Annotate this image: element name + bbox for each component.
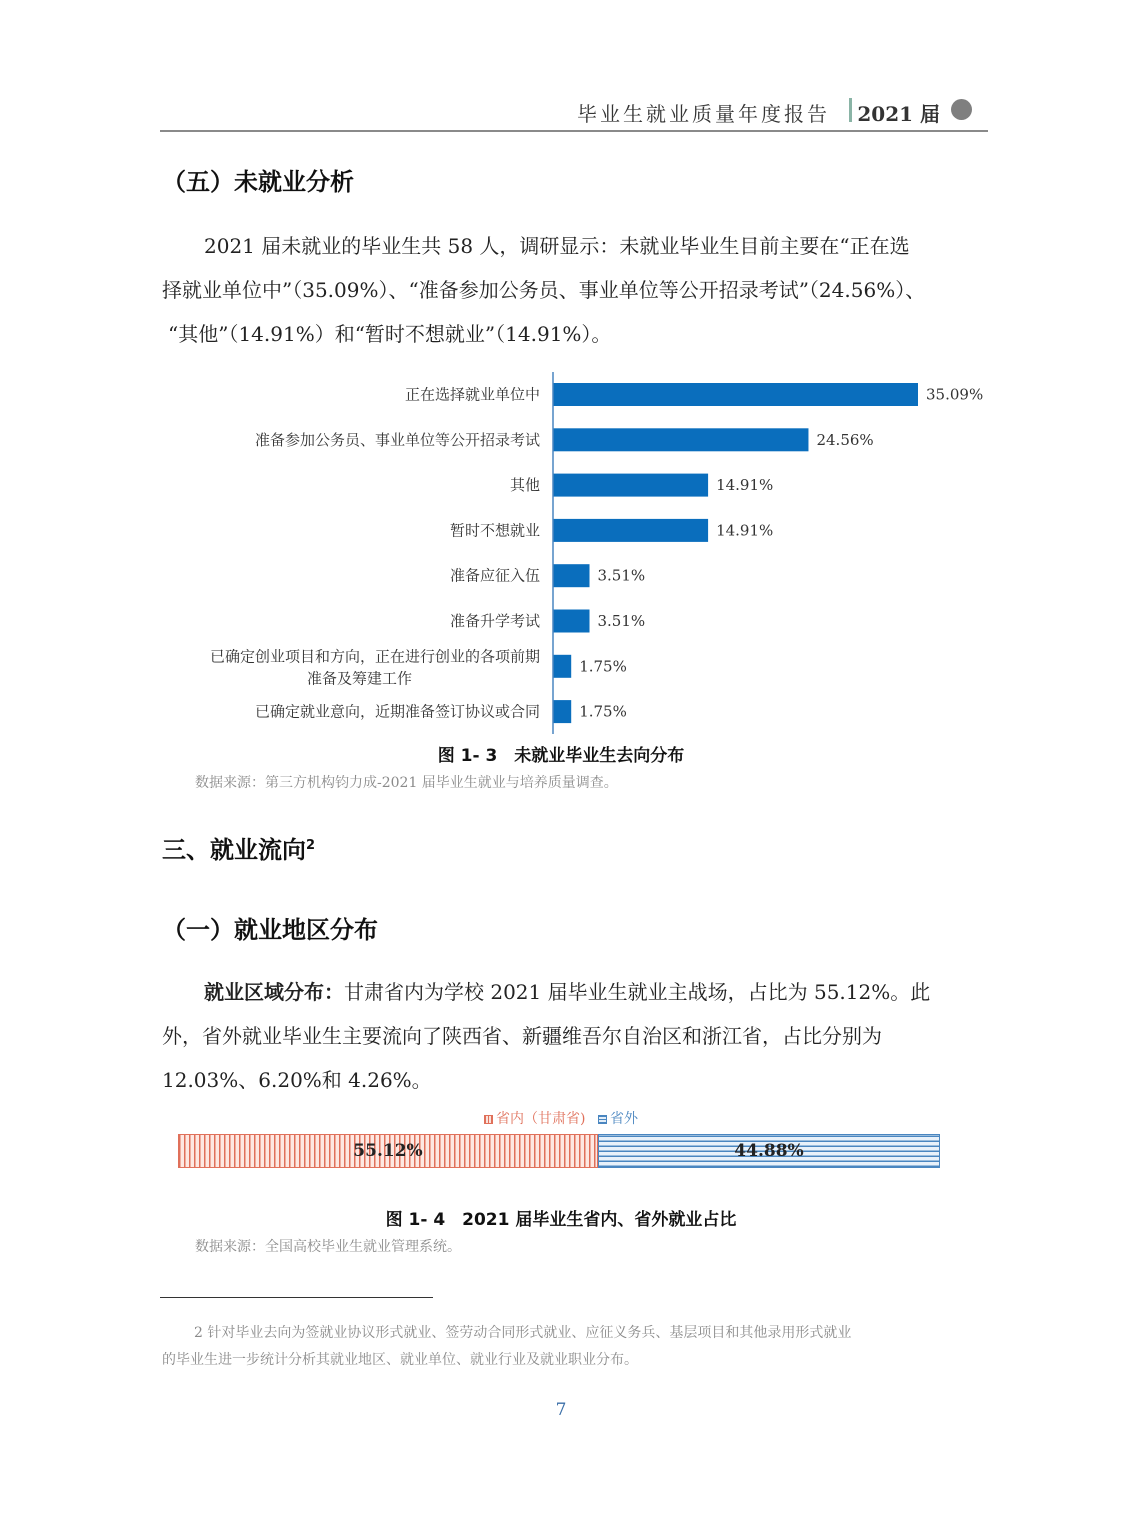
- paragraph-line: 外，省外就业毕业生主要流向了陕西省、新疆维吾尔自治区和浙江省，占比分别为: [162, 1024, 882, 1048]
- unemployment-paragraph: [162, 224, 990, 356]
- paragraph-line: 择就业单位中”（35.09%）、“准备参加公务员、事业单位等公开招录考试”（24.56%）、: [162, 278, 926, 302]
- bar-7: [553, 700, 571, 723]
- paragraph-lead: 就业区域分布：: [204, 980, 344, 1004]
- province-chart-legend: [0, 1108, 1122, 1128]
- bar-segment-in-province: 55.12%: [178, 1134, 598, 1168]
- legend-item-in-province: [484, 1108, 585, 1128]
- paragraph-line: [162, 970, 990, 1014]
- legend-label: 省内（甘肃省): [496, 1111, 586, 1127]
- figure-1-4-source: 数据来源：全国高校毕业生就业管理系统。: [195, 1239, 461, 1255]
- province-stacked-bar: [178, 1134, 940, 1168]
- legend-swatch-in: [484, 1115, 493, 1124]
- header-dot-icon: [951, 99, 972, 120]
- bar-0: [553, 383, 918, 406]
- category-label: 准备应征入伍: [449, 566, 540, 585]
- category-label: 准备参加公务员、事业单位等公开招录考试: [254, 430, 540, 449]
- bar-5: [553, 610, 590, 633]
- unemployed-destination-bar-chart: [160, 372, 1000, 734]
- bar-4: [553, 564, 590, 587]
- legend-swatch-out: [598, 1115, 607, 1124]
- bar-6: [553, 655, 571, 678]
- bar-value-label: 35.09%: [926, 385, 984, 404]
- header-separator: [849, 98, 852, 122]
- bar-3: [553, 519, 708, 542]
- bar-value-label: 14.91%: [716, 476, 774, 495]
- footnote-line: 的毕业生进一步统计分析其就业地区、就业单位、就业行业及就业职业分布。: [162, 1352, 638, 1368]
- region-paragraph: [162, 970, 990, 1102]
- bar-value-label: 1.75%: [579, 657, 627, 676]
- footnote-rule: [160, 1297, 433, 1298]
- section-heading-region: （一）就业地区分布: [162, 916, 378, 944]
- figure-1-3-caption: 图 1- 3 未就业毕业生去向分布: [437, 746, 685, 766]
- category-label: 准备升学考试: [449, 612, 540, 630]
- footnote-mark: 2: [306, 838, 316, 853]
- paragraph-text: 甘肃省内为学校 2021 届毕业生就业主战场，占比为 55.12%。此: [344, 980, 931, 1004]
- footnote-line: 2 针对毕业去向为签就业协议形式就业、签劳动合同形式就业、应征义务兵、基层项目和其他录用形式就业: [194, 1325, 852, 1341]
- bar-value-label: 24.56%: [816, 430, 874, 449]
- bar-segment-out-province: 44.88%: [598, 1134, 940, 1168]
- paragraph-line: 12.03%、6.20%和 4.26%。: [162, 1068, 432, 1092]
- legend-label: 省外: [609, 1111, 638, 1127]
- section-heading-employment-flow: [162, 830, 315, 865]
- report-year: 2021 届: [857, 102, 940, 126]
- category-label: 已确定就业意向，近期准备签订协议或合同: [254, 702, 540, 721]
- section-heading-unemployment: （五）未就业分析: [162, 168, 354, 196]
- paragraph-line: “其他”（14.91%）和“暂时不想就业”（14.91%）。: [168, 322, 612, 346]
- category-label: 正在选择就业单位中: [404, 385, 540, 404]
- section-heading-text: 三、就业流向: [162, 836, 306, 864]
- report-title: 毕业生就业质量年度报告: [577, 102, 830, 126]
- category-label: 已确定创业项目和方向，正在进行创业的各项前期准备及筹建工作: [209, 647, 540, 688]
- paragraph-line: 2021 届未就业的毕业生共 58 人，调研显示：未就业毕业生目前主要在“正在选: [204, 234, 910, 258]
- bar-1: [553, 428, 808, 451]
- category-label: 暂时不想就业: [449, 521, 540, 540]
- figure-1-4-caption: 图 1- 4 2021 届毕业生省内、省外就业占比: [385, 1210, 737, 1230]
- footnote: [162, 1320, 990, 1374]
- figure-1-3-source: 数据来源：第三方机构钧力成-2021 届毕业生就业与培养质量调查。: [195, 775, 618, 791]
- bar-value-label: 3.51%: [597, 612, 646, 630]
- bar-value-label: 1.75%: [579, 702, 627, 721]
- bar-value-label: 14.91%: [716, 521, 774, 540]
- legend-item-out-province: [598, 1108, 638, 1128]
- page-header: [160, 96, 988, 132]
- bar-2: [553, 474, 708, 497]
- bar-value-label: 3.51%: [597, 566, 646, 585]
- page-number: 7: [555, 1400, 567, 1420]
- category-label: 其他: [509, 476, 540, 495]
